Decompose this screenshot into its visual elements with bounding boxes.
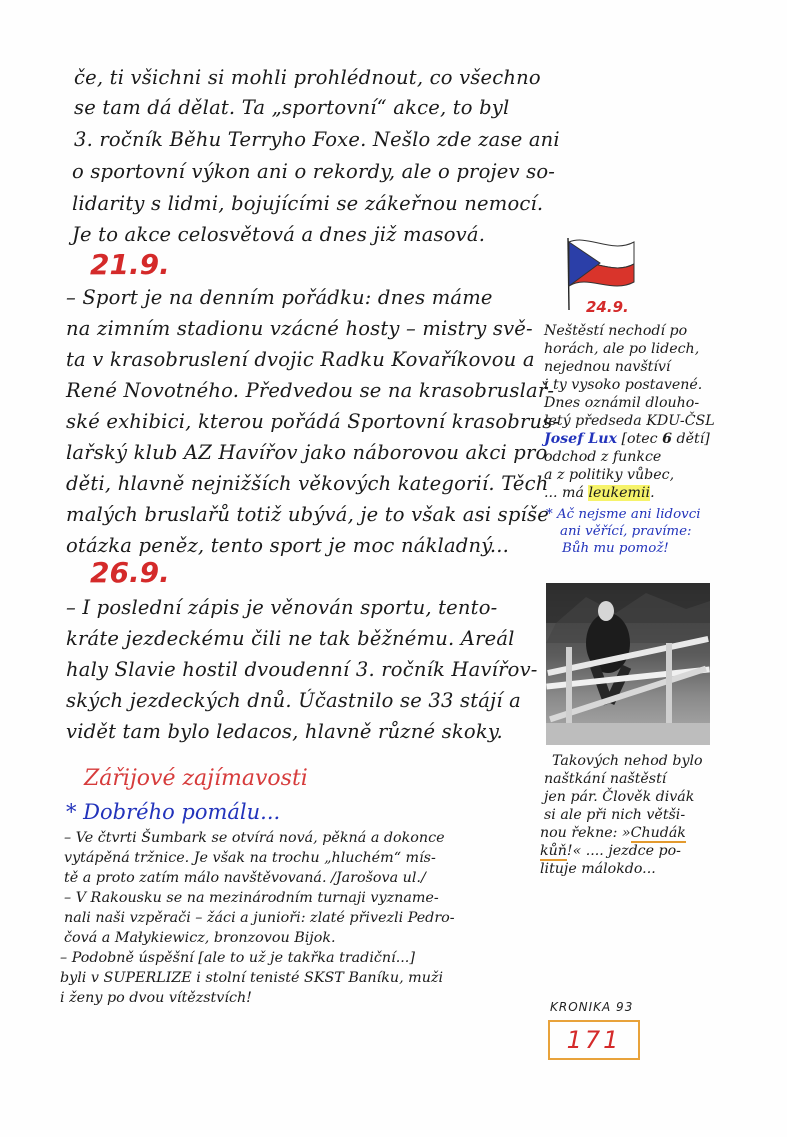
- text-line: horách, ale po lidech,: [544, 341, 700, 357]
- caption-line: lituje málokdo...: [540, 861, 656, 877]
- text-line: Je to akce celosvětová a dnes již masová.: [72, 223, 486, 246]
- caption-line: jen pár. Člověk divák: [544, 789, 695, 805]
- text-fragment: [otec: [616, 431, 663, 447]
- text-line: tě a proto zatím málo navštěvovaná. /Jarošova ul./: [64, 870, 426, 886]
- children-count: 6: [662, 431, 672, 447]
- text-line: nejednou navštíví: [544, 359, 671, 375]
- text-line: – V Rakousku se na mezinárodním turnaji vyzname-: [64, 890, 439, 906]
- text-line: ských jezdeckých dnů. Účastnilo se 33 stájí a: [66, 689, 521, 712]
- highlighted-word: leukemii: [588, 485, 651, 501]
- person-name: Josef Lux: [544, 431, 617, 447]
- caption-line: [540, 824, 686, 842]
- page-number: 171: [548, 1020, 640, 1060]
- text-line: – Ve čtvrti Šumbark se otvírá nová, pěkná a dokonce: [64, 830, 445, 846]
- prayer-line: Bůh mu pomož!: [562, 541, 669, 556]
- text-line: René Novotného. Předvedou se na krasobruslař-: [66, 379, 555, 402]
- date-24-9: 24.9.: [586, 298, 629, 316]
- text-line: o sportovní výkon ani o rekordy, ale o projev so-: [72, 160, 556, 183]
- chronicle-label: KRONIKA 93: [550, 1000, 634, 1014]
- text-line: 3. ročník Běhu Terryho Foxe. Nešlo zde zase ani: [74, 128, 560, 151]
- text-line: otázka peněz, tento sport je moc nákladný...: [66, 534, 510, 557]
- text-line: – Podobně úspěšní [ale to už je takřka tradiční...]: [60, 950, 415, 966]
- text-line: a z politiky vůbec,: [544, 467, 675, 483]
- text-line: se tam dá dělat. Ta „sportovní“ akce, to byl: [74, 96, 510, 119]
- date-21-9: 21.9.: [90, 248, 170, 281]
- text-line: ta v krasobruslení dvojic Radku Kovaříkovou a: [66, 348, 535, 371]
- text-fragment: .: [650, 485, 655, 501]
- text-line: vytápěná tržnice. Je však na trochu „hluchém“ mís-: [64, 850, 436, 866]
- text-line: odchod z funkce: [544, 449, 662, 465]
- text-fragment: nou řekne: »: [540, 825, 631, 841]
- text-line: byli v SUPERLIZE i stolní tenisté SKST Baníku, muži: [60, 970, 444, 986]
- text-line: děti, hlavně nejnižších věkových kategorií. Těch: [66, 472, 549, 495]
- text-line: Neštěstí nechodí po: [544, 323, 688, 339]
- prayer-line: * Ač nejsme ani lidovci: [546, 507, 701, 522]
- illness-line: [544, 484, 655, 502]
- text-line: lidarity s lidmi, bojujícími se zákeřnou nemocí.: [72, 192, 544, 215]
- text-line: ské exhibici, kterou pořádá Sportovní krasobrus-: [66, 410, 560, 433]
- text-line: na zimním stadionu vzácné hosty – mistry svě-: [66, 317, 533, 340]
- name-line: [544, 430, 710, 448]
- text-line: malých bruslařů totiž ubývá, je to však asi spíše: [66, 503, 549, 526]
- caption-line: si ale při nich větši-: [544, 807, 686, 823]
- text-line: Dnes oznámil dlouho-: [544, 395, 700, 411]
- underlined-word: kůň: [540, 843, 567, 859]
- text-line: i ženy po dvou vítězstvích!: [60, 990, 252, 1006]
- text-line: če, ti všichni si mohli prohlédnout, co všechno: [74, 66, 541, 89]
- curiosities-subheading: * Dobrého pomálu...: [66, 800, 281, 824]
- horse-jump-photo: [546, 583, 710, 745]
- text-line: haly Slavie hostil dvoudenní 3. ročník Havířov-: [66, 658, 538, 681]
- prayer-line: ani věřící, pravíme:: [560, 524, 692, 539]
- text-line: lařský klub AZ Havířov jako náborovou akci pro: [66, 441, 548, 464]
- text-fragment: dětí]: [672, 431, 710, 447]
- date-26-9: 26.9.: [90, 556, 170, 589]
- text-fragment: !« .... jezdce po-: [566, 843, 681, 859]
- text-line: čová a Małykiewicz, bronzovou Bijok.: [64, 930, 336, 946]
- text-line: i ty vysoko postavené.: [544, 377, 703, 393]
- underlined-word: Chudák: [630, 825, 686, 841]
- text-line: – Sport je na denním pořádku: dnes máme: [66, 286, 493, 309]
- caption-line: Takových nehod bylo: [552, 753, 703, 769]
- text-line: vidět tam bylo ledacos, hlavně různé skoky.: [66, 720, 503, 743]
- text-line: nali naši vzpěrači – žáci a junioři: zlaté přivezli Pedro-: [64, 910, 455, 926]
- text-fragment: ... má: [544, 485, 589, 501]
- caption-line: naštkání naštěstí: [544, 771, 667, 787]
- text-line: kráte jezdeckému čili ne tak běžnému. Areál: [66, 627, 515, 650]
- text-line: letý předseda KDU-ČSL: [544, 413, 715, 429]
- caption-line: [540, 842, 681, 860]
- text-line: – I poslední zápis je věnován sportu, tento-: [66, 596, 498, 619]
- curiosities-heading: Zářijové zajímavosti: [84, 766, 308, 791]
